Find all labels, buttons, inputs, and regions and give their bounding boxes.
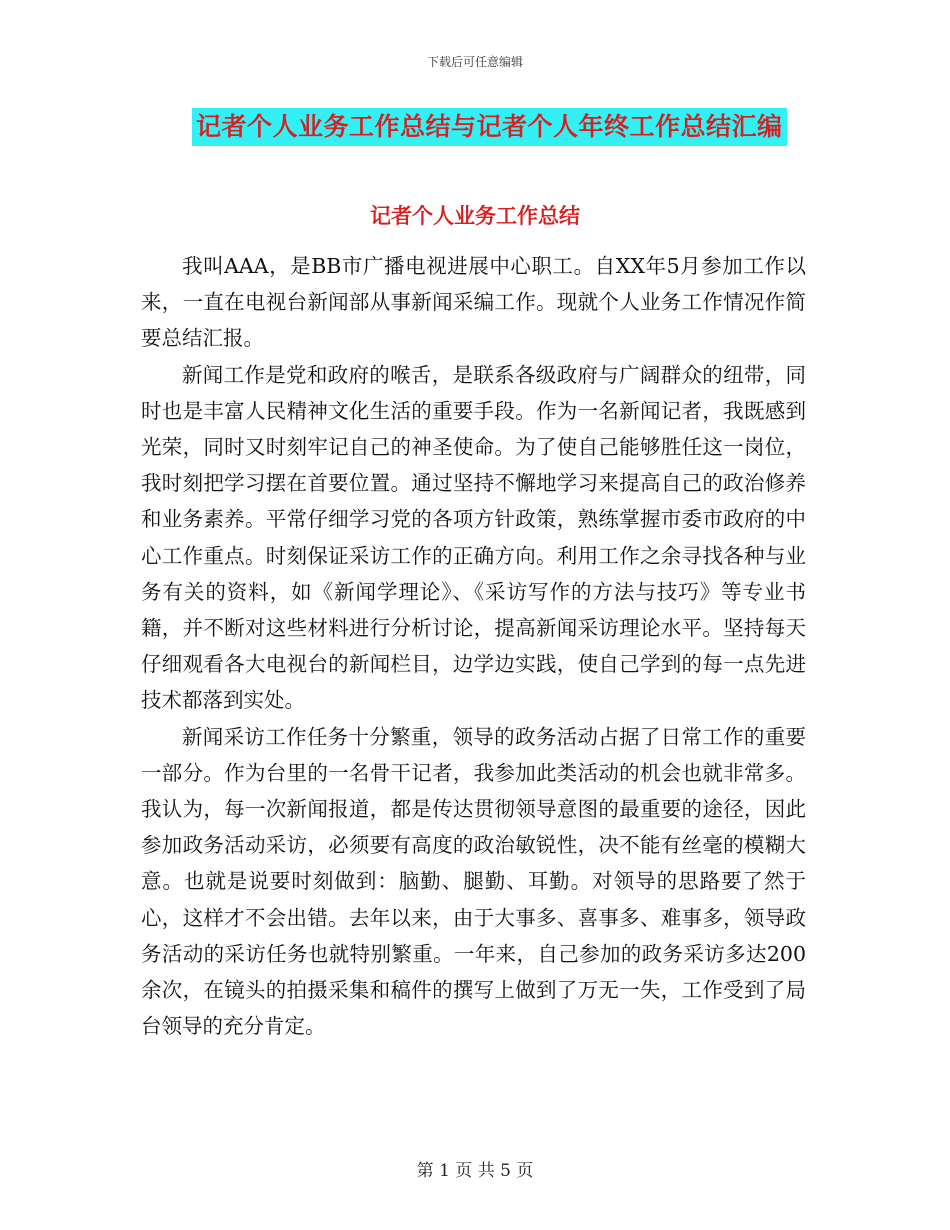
body-text: [141, 248, 806, 1044]
page-number-footer: 第 1 页 共 5 页: [416, 1161, 534, 1181]
paragraph: 新闻工作是党和政府的喉舌，是联系各级政府与广阔群众的纽带，同时也是丰富人民精神文化生活的重要手段。作为一名新闻记者，我既感到光荣，同时又时刻牢记自己的神圣使命。为了使自己能够胜任这一岗位，我时刻把学习摆在首要位置。通过坚持不懈地学习来提高自己的政治修养和业务素养。平常仔细学习党的各项方针政策，熟练掌握市委市政府的中心工作重点。时刻保证采访工作的正确方向。利用工作之余寻找各种与业务有关的资料，如《新闻学理论》、《采访写作的方法与技巧》等专业书籍，并不断对这些材料进行分析讨论，提高新闻采访理论水平。坚持每天仔细观看各大电视台的新闻栏目，边学边实践，使自己学到的每一点先进技术都落到实处。: [141, 362, 806, 713]
paragraph: 我叫AAA，是BB市广播电视进展中心职工。自XX年5月参加工作以来，一直在电视台新闻部从事新闻采编工作。现就个人业务工作情况作简要总结汇报。: [141, 254, 806, 351]
section-title: 记者个人业务工作总结: [370, 203, 580, 228]
header-note: 下载后可任意编辑: [426, 55, 523, 69]
paragraph: 新闻采访工作任务十分繁重，领导的政务活动占据了日常工作的重要一部分。作为台里的一名骨干记者，我参加此类活动的机会也就非常多。我认为，每一次新闻报道，都是传达贯彻领导意图的最重要的途径，因此参加政务活动采访，必须要有高度的政治敏锐性，决不能有丝毫的模糊大意。也就是说要时刻做到：脑勤、腿勤、耳勤。对领导的思路要了然于心，这样才不会出错。去年以来，由于大事多、喜事多、难事多，领导政务活动的采访任务也就特别繁重。一年来，自己参加的政务采访多达200余次，在镜头的拍摄采集和稿件的撰写上做到了万无一失，工作受到了局台领导的充分肯定。: [141, 724, 806, 1039]
document-title: 记者个人业务工作总结与记者个人年终工作总结汇编: [192, 108, 787, 146]
